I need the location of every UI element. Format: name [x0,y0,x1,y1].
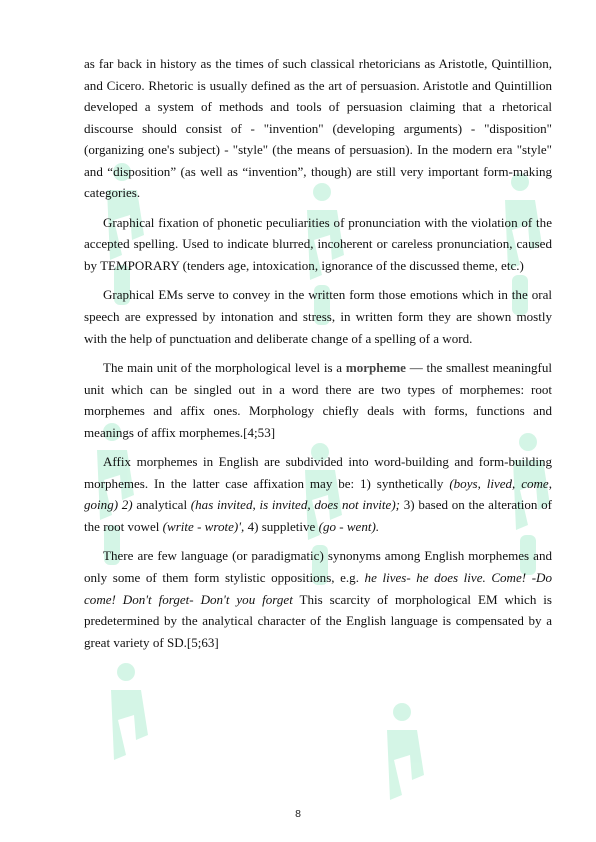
affix-text-4: 3) based on the alteration of the root vowel [84,497,552,534]
watermark-logo-icon [96,660,166,790]
paragraph-graphical-ems: Graphical EMs serve to convey in the written form those emotions which in the oral speech are expressed by intonation and stress, in written form they are shown mostly with the help of punctuation and deliberate change of a spelling of a word. [84,287,552,346]
morpheme-term: morpheme [345,360,406,376]
synonyms-text-1: There are few language (or paradigmatic) synonyms among English morphemes and only some of them form stylistic oppositions, e.g. [84,548,552,586]
morpheme-text-1: The main unit of the morphological level is a [103,360,346,376]
synonyms-text-2: This scarcity of morphological EM which is predetermined by the analytical character of the English language is compensated by a great variety of SD.[5;63] [84,591,552,650]
synonyms-examples: he lives- he does live. Come! -Do come! Don't forget- Don't you forget [84,570,552,607]
affix-text-2: , [548,475,552,491]
affix-text-5: 4) suppletive [244,518,319,534]
affix-text-1: Affix morphemes in English are subdivided into word-building and form-building morphemes. In the latter case affixation may be: 1) synthetically [84,454,552,491]
affix-example-5: (go - went). [318,518,380,534]
body-text [84,53,552,661]
affix-example-4: (write - wrote)', [162,518,245,534]
paragraph-graphical-fixation: Graphical fixation of phonetic peculiarities of pronunciation with the violation of the accepted spelling. Used to indicate blurred, incoherent or careless pronunciation, caused by TEMPORARY (tenders age, intoxication, ignorance of the discussed theme, etc.) [84,214,552,273]
paragraph-synonyms [84,545,552,653]
watermark-logo-icon [372,700,442,820]
paragraph-rhetoric: as far back in history as the times of such classical rhetoricians as Aristotle, Quintillion, and Cicero. Rhetoric is usually defined as the art of persuasion. Aristotle and Quintillion developed a system of methods and tools of persuasion claiming that a rhetorical discourse should consist of - "invention" (developing arguments) - "disposition" (organizing one's subject) - "style" (the means of persuasion). In the modern era "style" and “disposition” (as well as “invention”, though) are still very important form-making categories. [84,56,552,201]
page-number: 8 [295,808,301,820]
affix-example-1: (boys, lived, come [449,475,549,491]
affix-text-3: analytical [132,497,191,513]
affix-example-3: (has invited, is invited, does not invite); [190,497,401,513]
affix-example-2: going) 2) [84,497,133,513]
morpheme-text-2: — the smallest meaningful unit which can be singled out in a word there are two types of morphemes: root morphemes and affix ones. Morphology chiefly deals with forms, functions and meanings of affix morphemes.[4;53] [84,360,552,440]
paragraph-affix-morphemes [84,451,552,537]
paragraph-morpheme [84,357,552,443]
